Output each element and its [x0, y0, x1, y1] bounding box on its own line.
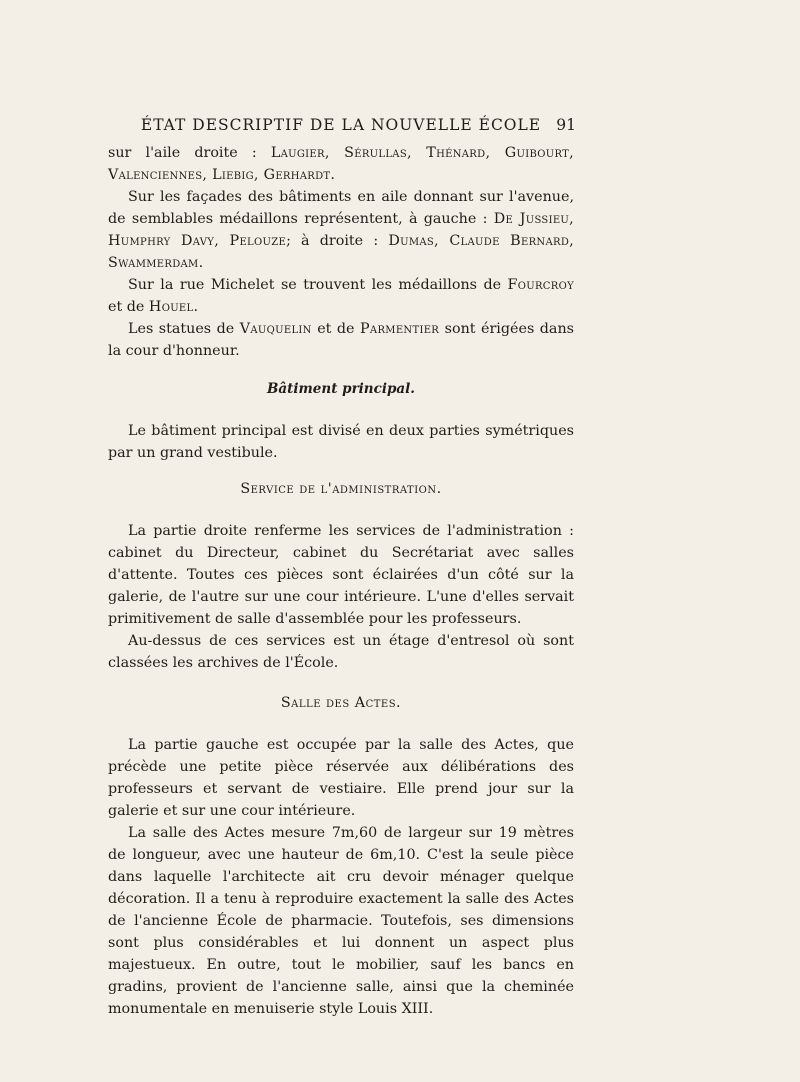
paragraph-9: La salle des Actes mesure 7m,60 de largeur sur 19 mètres de longueur, avec une hauteur de 6m,10. C'est la seule pièce dans laquelle l'architecte ait cru devoir ménager quelque décoration. Il a tenu à reproduire exactement la salle des Actes de l'ancienne École de pharmacie. Toutefois, ses dimensions sont plus considérables et lui donnent un aspect plus majestueux. En outre, tout le mobilier, sauf les bancs en gradins, provient de l'ancienne salle, ainsi que la cheminée monumentale en menuiserie style Louis XIII.: [108, 825, 574, 1017]
paragraph-7: Au-dessus de ces services est un étage d'entresol où sont classées les archives de l'École.: [108, 633, 574, 671]
paragraph-2-middle: ; à droite :: [286, 233, 389, 249]
paragraph-2-names-left: De Jussieu, Humphry Davy, Pelouze: [108, 211, 574, 249]
paragraph-4-suffix: sont érigées dans la cour d'honneur.: [108, 321, 575, 359]
paragraph-6: La partie droite renferme les services de l'administration : cabinet du Directeur, cabinet du Secrétariat avec salles d'attente. Toutes ces pièces sont éclairées d'un côté sur la galerie, de l'autre sur une cour intérieure. L'une d'elles servait primitivement de salle d'assemblée pour les professeurs.: [108, 523, 574, 627]
paragraph-3-name-1: Fourcroy: [507, 277, 574, 293]
running-header: ÉTAT DESCRIPTIF DE LA NOUVELLE ÉCOLE: [140, 116, 542, 134]
paragraph-4-name-2: Parmentier: [360, 321, 440, 337]
paragraph-1: [108, 142, 574, 186]
paragraph-1-names: Laugier, Sérullas, Thénard, Guibourt, Valenciennes, Liebig, Gerhardt.: [108, 145, 574, 183]
paragraph-4-name-1: Vauquelin: [239, 321, 312, 337]
page-body: [108, 142, 574, 1020]
paragraph-2-text: Sur les façades des bâtiments en aile donnant sur l'avenue, de semblables médaillons représentent, à gauche :: [108, 189, 574, 227]
paragraph-3: [108, 274, 574, 318]
paragraph-4-text: Les statues de: [128, 321, 240, 337]
page-number: 91: [556, 116, 576, 134]
paragraph-3-text: Sur la rue Michelet se trouvent les médaillons de: [128, 277, 508, 293]
paragraph-2: [108, 186, 574, 274]
paragraph-3-middle: et de: [108, 299, 149, 315]
paragraph-1-text: sur l'aile droite :: [108, 145, 271, 161]
paragraph-5: Le bâtiment principal est divisé en deux parties symétriques par un grand vestibule.: [108, 423, 574, 461]
section-heading-salle-des-actes: Salle des Actes.: [280, 695, 402, 711]
paragraph-2-names-right: Dumas, Claude Bernard, Swammerdam.: [108, 233, 574, 271]
paragraph-3-name-2: Houel.: [148, 299, 199, 315]
paragraph-4: [108, 318, 574, 362]
section-heading-batiment-principal: Bâtiment principal.: [266, 381, 415, 397]
paragraph-4-middle: et de: [311, 321, 361, 337]
paragraph-8: La partie gauche est occupée par la salle des Actes, que précède une petite pièce réservée aux délibérations des professeurs et servant de vestiaire. Elle prend jour sur la galerie et sur une cour intérieure.: [108, 737, 574, 819]
section-heading-administration: Service de l'administration.: [240, 481, 442, 497]
